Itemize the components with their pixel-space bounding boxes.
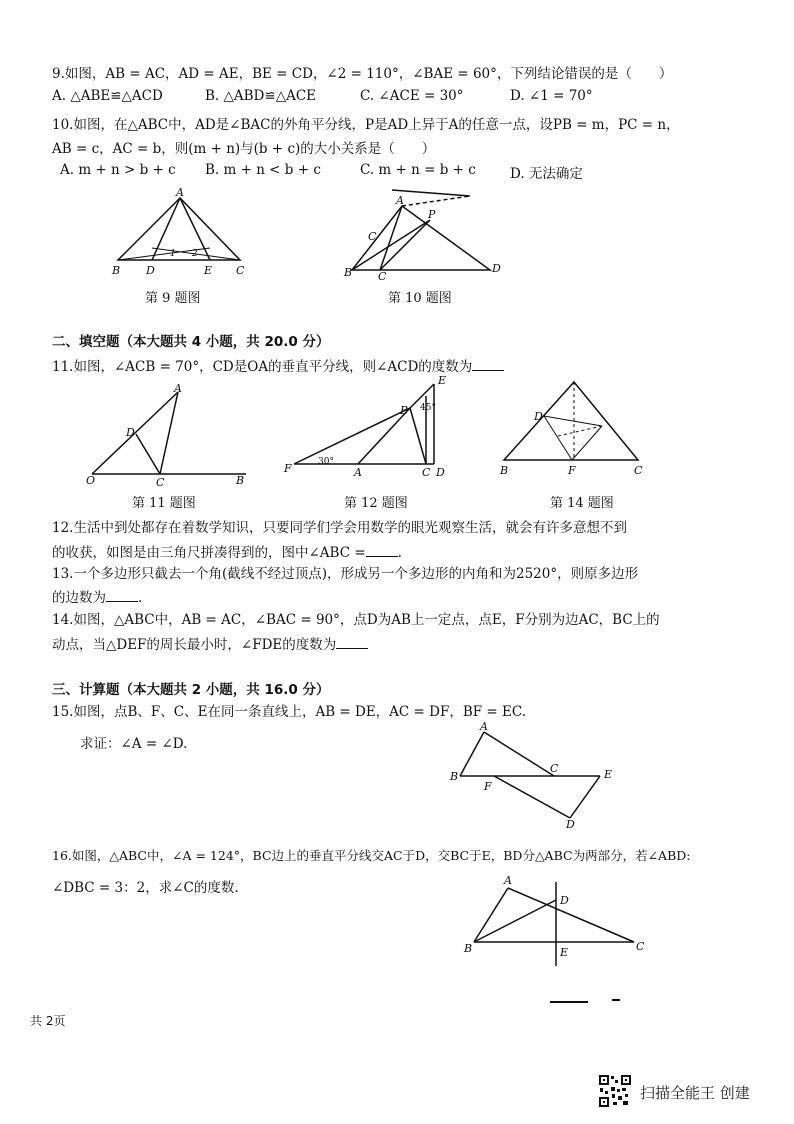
q16-stem-line2: ∠DBC = 3：2，求∠C的度数. [52,880,239,896]
q13-stem-line1: 13.一个多边形只截去一个角(截线不经过顶点)，形成另一个多边形的内角和为2520°，则原多边形 [52,566,639,582]
fig12-label-d: D [436,466,445,479]
stray-pencil-mark [548,996,628,1006]
fig10-label-d: D [492,262,501,275]
fig12-label-f: F [284,462,292,475]
q12-stem-line2: 的收获，如图是由三角尺拼凑得到的，图中∠ABC = [52,545,366,561]
q13-stem-row2 [52,586,142,606]
fig15-label-f: F [484,780,492,793]
q10-option-d: D. 无法确定 [510,166,583,182]
fig11-label-a: A [174,382,182,395]
fig11-label-c: C [156,476,165,489]
q12-answer-blank[interactable] [366,544,398,557]
q14-stem-line2: 动点，当△DEF的周长最小时，∠FDE的度数为 [52,637,337,653]
fig10-label-p: P [428,208,436,221]
fig15-segment-ed [570,776,600,818]
fig10-label-c-mark: C [368,230,377,243]
section2-title: 二、填空题（本大题共 4 小题，共 20.0 分） [52,334,330,350]
q12-stem-line1: 12.生活中到处都存在着数学知识，只要同学们学会用数学的眼光观察生活，就会有许多意想不到 [52,520,627,536]
fig12-label-45: 45° [420,403,436,413]
q13-answer-blank[interactable] [106,589,138,602]
fig16-label-b: B [464,942,473,955]
q10-option-c: C. m + n = b + c [360,162,476,178]
fig16-label-a: A [504,874,512,887]
fig16-label-d: D [560,894,569,907]
q15-prove: 求证：∠A = ∠D. [80,736,188,752]
q11-stem: 11.如图，∠ACB = 70°，CD是OA的垂直平分线，则∠ACD的度数为 [52,359,473,375]
fig10-caption: 第 10 题图 [388,291,452,306]
q9-option-c: C. ∠ACE = 30° [360,88,464,104]
q16-stem-line1: 16.如图，△ABC中，∠A = 124°，BC边上的垂直平分线交AC于D，交BC于E，BD分△ABC为两部分，若∠ABD: [52,848,691,863]
fig14-segment-fe [572,426,602,460]
fig9-label-angle2: 2 [192,249,198,259]
fig15-label-a: A [480,720,488,733]
q9-option-a: A. △ABE≌△ACD [52,88,163,104]
section3-title: 三、计算题（本大题共 2 小题，共 16.0 分） [52,682,330,698]
q12-stem-end: . [397,545,402,561]
fig10-segment-pc [380,220,430,270]
fig14-segment-de [544,416,602,426]
q10-option-b: B. m + n < b + c [205,162,321,178]
fig14-dashed-reflection [558,426,602,436]
q15-stem: 15.如图，点B、F、C、E在同一条直线上，AB = DE，AC = DF，BF = EC. [52,704,527,720]
q13-stem-end: . [138,590,143,606]
fig11-ray-oa [92,392,178,474]
fig14-caption: 第 14 题图 [550,496,614,511]
fig10-label-b: B [344,266,353,279]
figure-12 [284,376,454,481]
fig9-triangle-abc [118,198,240,260]
fig10-segment-pb [352,220,430,270]
q14-stem-line1: 14.如图，△ABC中，AB = AC，∠BAC = 90°，点D为AB上一定点，点E，F分别为边AC，BC上的 [52,612,660,628]
fig9-caption: 第 9 题图 [145,291,201,306]
figure-14 [498,376,648,476]
fig10-label-a: A [396,194,404,207]
fig12-label-30: 30° [318,457,334,467]
fig11-label-d: D [126,426,135,439]
fig11-label-o: O [86,474,96,487]
fig11-label-b: B [236,474,245,487]
fig12-segment-cb [410,408,426,464]
fig12-caption: 第 12 题图 [344,496,408,511]
q9-option-d: D. ∠1 = 70° [510,88,593,104]
fig14-label-f: F [568,464,576,477]
fig15-segment-fd [494,776,570,818]
qr-code-icon [598,1074,632,1108]
fig9-label-b: B [112,264,121,277]
fig15-label-c: C [550,762,559,775]
fig10-bisector-ad [402,196,470,206]
q11-answer-blank[interactable] [472,358,504,371]
fig16-segment-bd [474,900,556,942]
fig10-segment-ac [380,206,402,270]
figure-15 [448,720,628,832]
q10-option-a: A. m + n > b + c [60,162,176,178]
figure-16 [462,868,652,968]
fig9-label-c: C [236,264,245,277]
fig12-label-b: B [400,404,409,417]
fig12-segment-fb [294,408,410,464]
fig14-segment-df [544,416,572,460]
fig15-label-d: D [566,818,575,831]
fig16-label-c: C [636,940,645,953]
q12-stem-row2 [52,541,402,561]
fig9-label-e: E [204,264,213,277]
fig16-label-e: E [560,946,569,959]
fig9-segment-ad [152,198,180,260]
q14-answer-blank[interactable] [336,636,368,649]
figure-10 [340,188,510,283]
fig11-caption: 第 11 题图 [132,496,196,511]
fig14-label-c: C [634,464,643,477]
q14-stem-row2 [52,633,368,653]
q9-stem: 9.如图，AB = AC，AD = AE，BE = CD，∠2 = 110°，∠BAE = 60°，下列结论错误的是（ ） [52,66,673,82]
page-count: 共 2页 [30,1014,66,1028]
scanner-watermark: 扫描全能王 创建 [640,1084,750,1102]
fig11-segment-ca [160,392,178,474]
fig14-label-b: B [500,464,509,477]
q9-option-b: B. △ABD≌△ACE [205,88,317,104]
fig9-label-a: A [176,186,184,199]
fig9-label-angle1: 1 [170,249,176,259]
q10-stem-line1: 10.如图，在△ABC中，AD是∠BAC的外角平分线，P是AD上异于A的任意一点，设PB = m，PC = n， [52,117,680,133]
fig15-label-e: E [604,768,613,781]
fig15-label-b: B [450,770,459,783]
fig12-label-e: E [438,374,447,387]
q11-stem-row [52,355,504,375]
fig15-segment-ac [484,732,554,776]
q10-stem-line2: AB = c，AC = b，则(m + n)与(b + c)的大小关系是（ ） [52,141,436,157]
fig11-segment-dc [136,434,160,474]
figure-9 [100,186,260,282]
fig15-segment-ba [460,732,484,776]
fig12-label-a: A [354,466,362,479]
fig10-label-c: C [378,270,387,283]
q13-stem-line2: 的边数为 [52,590,106,606]
fig12-label-c: C [422,466,431,479]
fig14-label-d: D [534,410,543,423]
figure-11 [86,382,256,489]
fig9-label-d: D [146,264,155,277]
